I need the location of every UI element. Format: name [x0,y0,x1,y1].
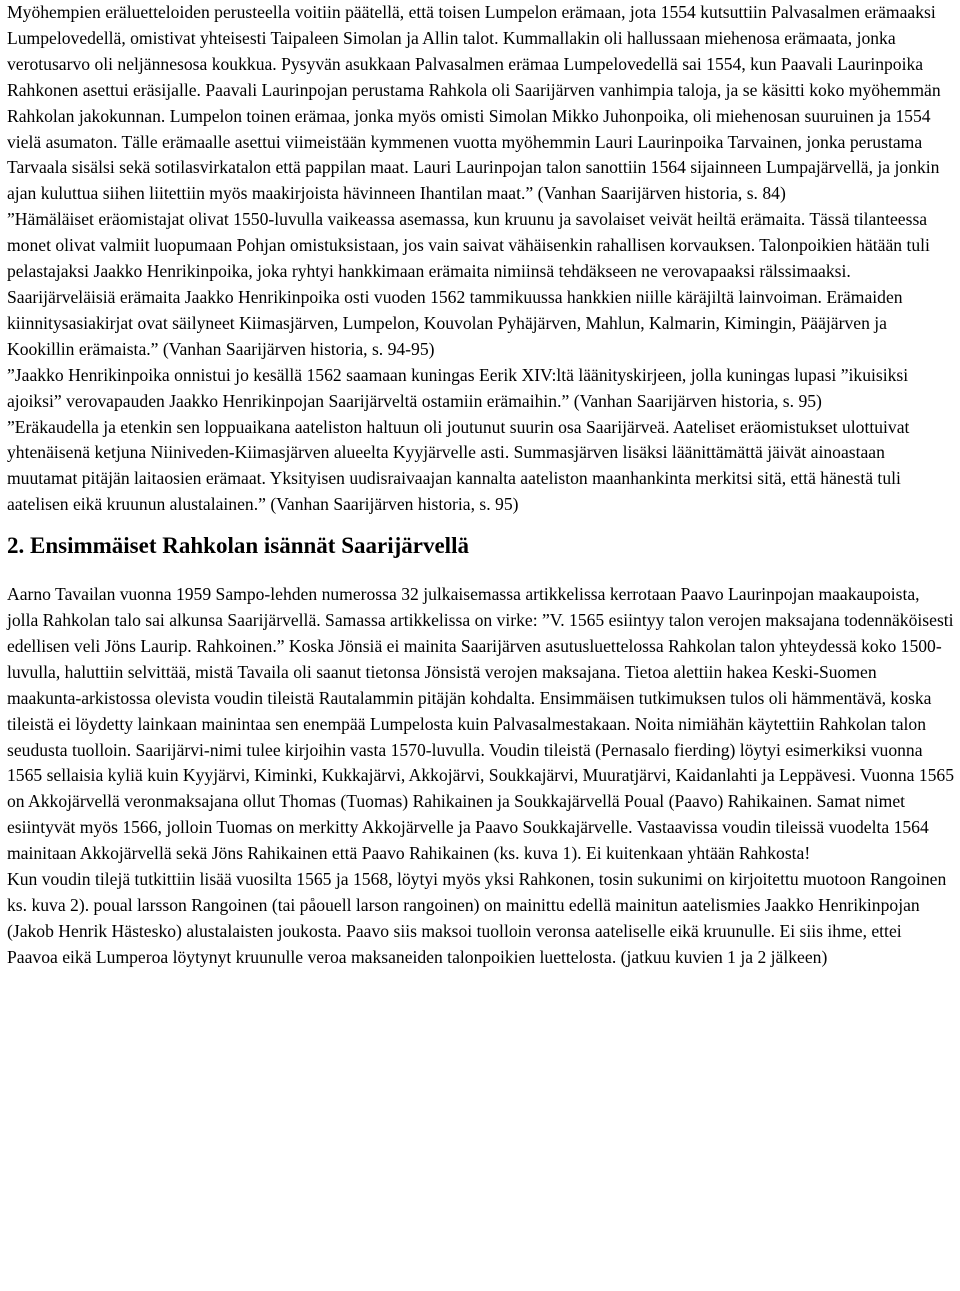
paragraph-lumpelo-wilderness: Myöhempien eräluetteloiden perusteella voitiin päätellä, että toisen Lumpelon erämaan, jota 1554 kutsuttiin Palvasalmen erämaaksi Lumpelovedellä, omistivat yhteisesti Taipaleen Simolan ja Allin talot. Kummallakin oli hallussaan miehenosa erämaata, jonka verotusarvo oli neljännesosa koukkua. Pysyvän asukkaan Palvasalmen erämaa Lumpelovedellä sai 1554, kun Paavali Laurinpoika Rahkonen asettui eräsijalle. Paavali Laurinpojan perustama Rahkola oli Saarijärven vanhimpia taloja, ja se käsitti koko myöhemmän Rahkolan jakokunnan. Lumpelon toinen erämaa, jonka myös omisti Simolan Mikko Juhonpoika, oli miehenosan suuruinen ja 1554 vielä asumaton. Tälle erämaalle asettui viimeistään kymmenen vuotta myöhemmin Lauri Laurinpoika Tarvainen, jonka perustama Tarvaala sisälsi sekä sotilasvirkatalon että pappilan maat. Lauri Laurinpojan talon sanottiin 1564 sijainneen Lumpajärvellä, ja jonkin ajan kuluttua siihen liitettiin myös maakirjoista hävinneen Ihantilan maat.” (Vanhan Saarijärven historia, s. 84) [7,2,941,204]
paragraph-tavaila-article: Aarno Tavailan vuonna 1959 Sampo-lehden numerossa 32 julkaisemassa artikkelissa kerrotaan Paavo Laurinpojan maakaupoista, jolla Rahkolan talo sai alkunsa Saarijärvellä. Samassa artikkelissa on virke: ”V. 1565 esiintyy talon verojen maksajana todennäköisesti edellisen veli Jöns Laurip. Rahkoinen.” Koska Jönsiä ei mainita Saarijärven asutusluettelossa Rahkolan talon yhteydessä koko 1500-luvulla, haluttiin selvittää, mistä Tavaila oli saanut tietonsa Jönsistä verojen maksajana. Tietoa alettiin hakea Keski-Suomen maakunta-arkistossa olevista voudin tileistä Rautalammin pitäjän kohdalta. Ensimmäisen tutkimuksen tulos oli hämmentävä, koska tileistä ei löydetty lainkaan mainintaa sen enempää Lumpelosta kuin Palvasalmestakaan. Noita nimiähän käytettiin Rahkolan talon seudusta tuolloin. Saarijärvi-nimi tulee kirjoihin vasta 1570-luvulla. Voudin tileistä (Pernasalo fierding) löytyi esimerkiksi vuonna 1565 sellaisia kyliä kuin Kyyjärvi, Kiminki, Kukkajärvi, Akkojärvi, Soukkajärvi, Muuratjärvi, Kaidanlahti ja Leppävesi. Vuonna 1565 on Akkojärvellä veronmaksajana ollut Thomas (Tuomas) Rahikainen ja Soukkajärvellä Poual (Paavo) Rahikainen. Samat nimet esiintyvät myös 1566, jolloin Tuomas on merkitty Akkojärvelle ja Paavo Soukkajärvelle. Vastaavissa voudin tileissä vuodelta 1564 mainitaan Akkojärvellä sekä Jöns Rahikainen että Paavo Rahikainen (ks. kuva 1). Ei kuitenkaan yhtään Rahkosta! [7,584,955,864]
spacer [7,560,955,582]
paragraph-nobility-holdings: ”Eräkaudella ja etenkin sen loppuaikana aateliston haltuun oli joutunut suurin osa Saarijärveä. Aateliset eräomistukset ulottuivat yhtenäisenä ketjuna Niiniveden-Kiimasjärven alueelta Kyyjärvelle asti. Summasjärven lisäksi läänittämättä jäivät ainoastaan muutamat pitäjän laitaosien erämaat. Yksityisen uudisraivaajan kannalta aateliston maanhankinta merkitsi sitä, että hänestä tuli aatelisen eikä kruunun alustalainen.” (Vanhan Saarijärven historia, s. 95) [7,416,910,515]
paragraph-rangoinen: Kun voudin tilejä tutkittiin lisää vuosilta 1565 ja 1568, löytyi myös yksi Rahkonen, tosin sukunimi on kirjoitettu muotoon Rangoinen ks. kuva 2). poual larsson Rangoinen (tai påouell larson rangoinen) on mainittu edellä mainitun aatelismies Jaakko Henrikinpojan (Jakob Henrik Hästesko) alustalaisten joukosta. Paavo siis maksoi tuolloin veronsa aateliselle eikä kruunulle. Ei siis ihme, ettei Paavoa eikä Lumperoa löytynyt kruunulle veroa maksaneiden talonpoikien luettelosta. (jatkuu kuvien 1 ja 2 jälkeen) [7,869,947,967]
spacer [7,518,955,532]
paragraph-fief-letter: ”Jaakko Henrikinpoika onnistui jo kesällä 1562 saamaan kuningas Eerik XIV:ltä läänityskirjeen, jolla kuningas lupasi ”ikuisiksi ajoiksi” verovapauden Jaakko Henrikinpojan Saarijärveltä ostamiin erämaihin.” (Vanhan Saarijärven historia, s. 95) [7,364,909,411]
paragraph-hame-owners: ”Hämäläiset eräomistajat olivat 1550-luvulla vaikeassa asemassa, kun kruunu ja savolaiset veivät heiltä erämaita. Tässä tilanteessa monet olivat valmiit luopumaan Pohjan omistuksistaan, jos vain saivat vähäisenkin rahallisen korvauksen. Talonpoikien hätään tuli pelastajaksi Jaakko Henrikinpoika, joka ryhtyi hankkimaan erämaita nimiinsä tehdäkseen ne verovapaaksi rälssimaaksi. Saarijärveläisiä erämaita Jaakko Henrikinpoika osti vuoden 1562 tammikuussa hankkien niille käräjiltä lainvoiman. Erämaiden kiinnitysasiakirjat ovat säilyneet Kiimasjärven, Lumpelon, Kouvolan Pyhäjärven, Mahlun, Kalmarin, Kimingin, Pääjärven ja Kookillin erämaista.” (Vanhan Saarijärven historia, s. 94-95) [7,209,930,359]
section-heading: 2. Ensimmäiset Rahkolan isännät Saarijärvellä [7,533,469,559]
document-page [7,0,955,971]
